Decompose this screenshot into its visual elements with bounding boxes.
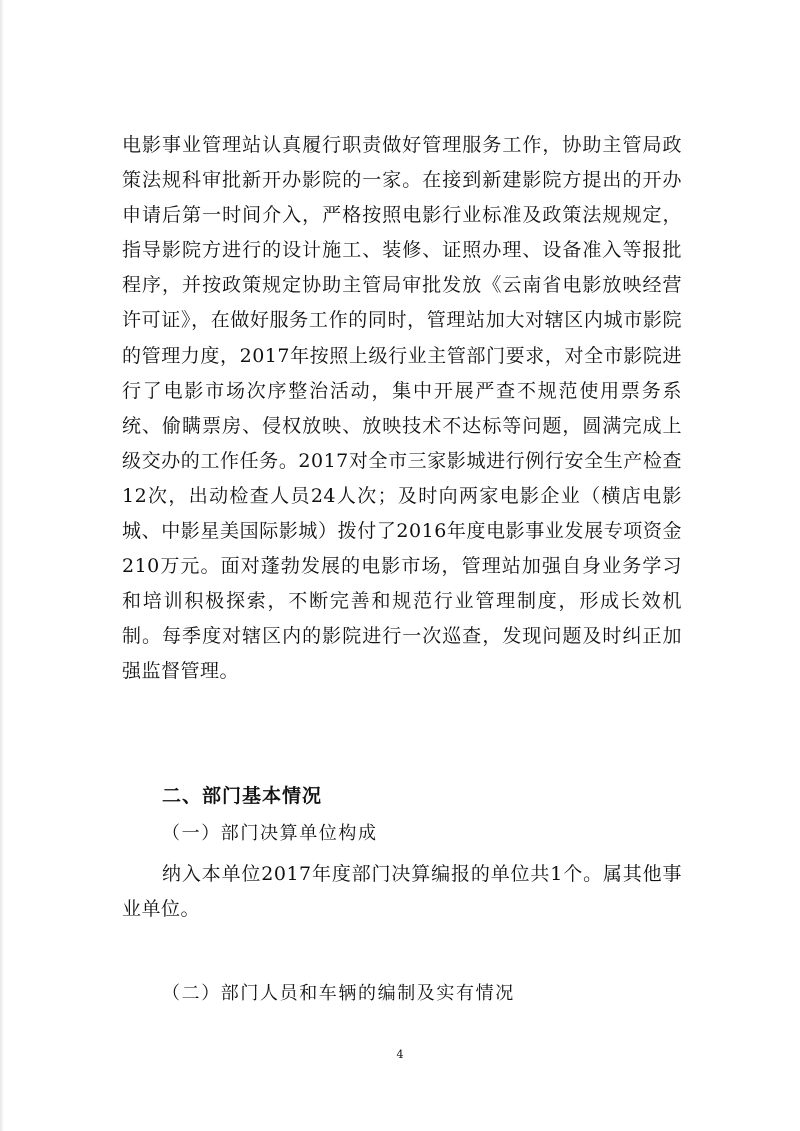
body-paragraph-units: 纳入本单位2017年度部门决算编报的单位共1个。属其他事业单位。: [122, 863, 682, 921]
section-heading: 二、部门基本情况: [162, 785, 323, 807]
body-paragraph-management-work: 电影事业管理站认真履行职责做好管理服务工作，协助主管局政策法规科审批新开办影院的一家。在接到新建影院方提出的开办申请后第一时间介入，严格按照电影行业标准及政策法规规定，指导影院方进行的设计施工、装修、证照办理、设备准入等报批程序，并按政策规定协助主管局审批发放《云南省电影放映经营许可证》，在做好服务工作的同时，管理站加大对辖区内城市影院的管理力度，2017年按照上级行业主管部门要求，对全市影院进行了电影市场次序整治活动，集中开展严查不规范使用票务系统、偷瞒票房、侵权放映、放映技术不达标等问题，圆满完成上级交办的工作任务。2017对全市三家影城进行例行安全生产检查12次，出动检查人员24人次；及时向两家电影企业（横店电影城、中影星美国际影城）拨付了2016年度电影事业发展专项资金210万元。面对蓬勃发展的电影市场，管理站加强自身业务学习和培训积极探索，不断完善和规范行业管理制度，形成长效机制。每季度对辖区内的影院进行一次巡查，发现问题及时纠正加强监督管理。: [122, 134, 682, 683]
scan-edge: [0, 0, 4, 1131]
subsection-heading-units: （一）部门决算单位构成: [162, 823, 378, 844]
page-number: 4: [396, 1048, 404, 1061]
subsection-heading-staff-vehicles: （二）部门人员和车辆的编制及实有情况: [162, 983, 515, 1004]
